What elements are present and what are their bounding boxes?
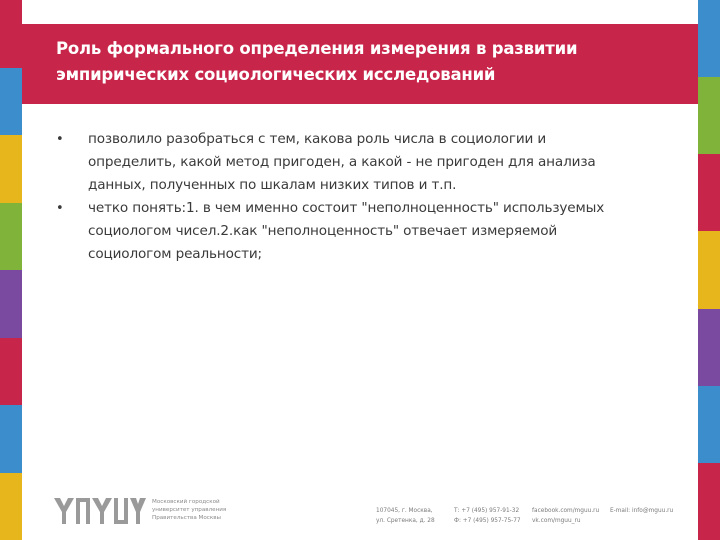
slide-title: [56, 36, 662, 88]
stripe-band: [698, 77, 720, 155]
stripe-band: [698, 0, 720, 78]
stripe-band: [0, 0, 22, 69]
stripe-band: [0, 68, 22, 137]
stripe-band: [698, 309, 720, 387]
bullet-item: [56, 197, 656, 266]
stripe-band: [0, 473, 22, 540]
bullet-line: данных, полученных по шкалам низких типов и т.п.: [88, 177, 457, 193]
title-line-1: Роль формального определения измерения в развитии: [56, 39, 578, 58]
stripe-band: [0, 203, 22, 272]
footer-social-links[interactable]: facebook.com/mguu.ru vk.com/mguu_ru: [532, 508, 600, 524]
left-decorative-stripe: [0, 0, 22, 540]
bullet-item: [56, 128, 656, 197]
bullet-icon: •: [56, 132, 64, 147]
bullet-line: социологом реальности;: [88, 246, 262, 262]
bullet-line: позволило разобраться с тем, какова роль числа в социологии и: [88, 131, 547, 147]
bullet-line: определить, какой метод пригоден, а какой - не пригоден для анализа: [88, 154, 596, 170]
university-name: Московский городской университет управления Правительства Москвы: [152, 499, 227, 521]
footer-phone: Т: +7 (495) 957-91-32 Ф: +7 (495) 957-75-77: [454, 508, 521, 524]
stripe-band: [0, 338, 22, 407]
title-bar: [22, 24, 698, 104]
bullet-icon: •: [56, 201, 64, 216]
footer-email[interactable]: E-mail: info@mguu.ru: [610, 508, 674, 514]
title-line-2: эмпирических социологических исследований: [56, 65, 496, 84]
stripe-band: [0, 270, 22, 339]
bullet-line: четко понять:1. в чем именно состоит "неполноценность" используемых: [88, 200, 605, 216]
footer-address: 107045, г. Москва, ул. Сретенка, д. 28: [376, 508, 435, 524]
stripe-band: [0, 135, 22, 204]
bullet-list: [56, 128, 656, 266]
stripe-band: [0, 405, 22, 474]
slide: [22, 0, 698, 540]
footer: [22, 490, 698, 540]
university-logo-icon: [54, 498, 146, 524]
bullet-line: социологом чисел.2.как "неполноценность" отвечает измеряемой: [88, 223, 558, 239]
stripe-band: [698, 231, 720, 309]
stripe-band: [698, 463, 720, 540]
right-decorative-stripe: [698, 0, 720, 540]
stripe-band: [698, 386, 720, 464]
stripe-band: [698, 154, 720, 232]
